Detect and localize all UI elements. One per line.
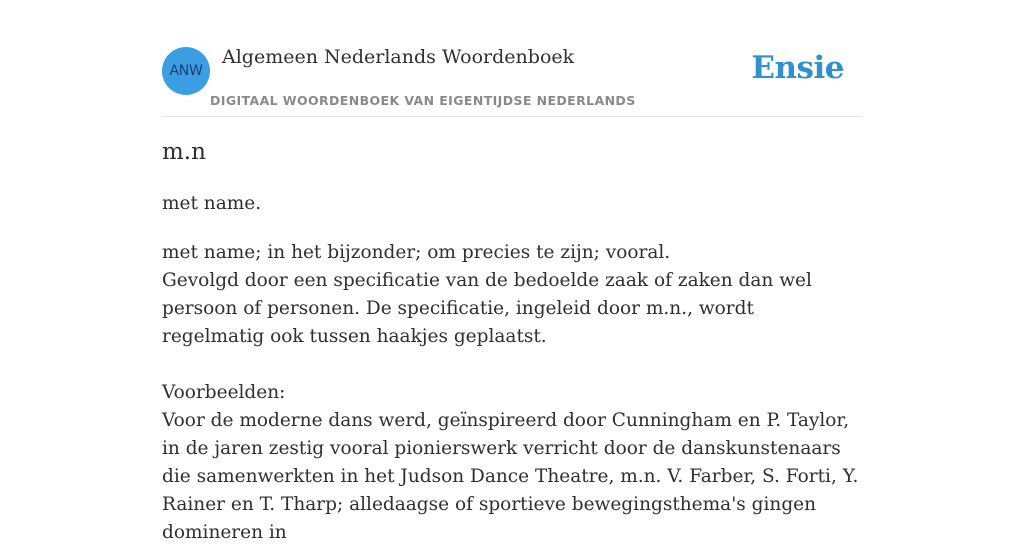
entry-body xyxy=(162,239,862,547)
entry-explanation: Gevolgd door een specificatie van de bedoelde zaak of zaken dan wel persoon of personen. De specificatie, ingeleid door m.n., wordt regelmatig ook tussen haakjes geplaatst. xyxy=(162,270,812,347)
example-text: Voor de moderne dans werd, geïnspireerd door Cunningham en P. Taylor, in de jaren zestig vooral pionierswerk verricht door de danskunstenaars die samenwerkten in het Judson Dance Theatre, m.n. V. Farber, S. Forti, Y. Rainer en T. Tharp; alledaagse of sportieve bewegingsthema's gingen domineren in xyxy=(162,410,859,543)
site-header xyxy=(162,40,862,117)
anw-logo[interactable] xyxy=(162,47,210,95)
site-subtitle: DIGITAAL WOORDENBOEK VAN EIGENTIJDSE NEDERLANDS xyxy=(210,93,636,108)
logo-text: ANW xyxy=(169,63,203,79)
entry-definition: met name; in het bijzonder; om precies te zijn; vooral. xyxy=(162,242,671,263)
spacer xyxy=(162,351,862,379)
entry-short-definition: met name. xyxy=(162,193,262,214)
ensie-brand-link[interactable]: Ensie xyxy=(751,50,844,86)
examples-label: Voorbeelden: xyxy=(162,382,286,403)
site-title[interactable]: Algemeen Nederlands Woordenboek xyxy=(222,46,575,68)
entry-headword: m.n xyxy=(162,139,206,165)
